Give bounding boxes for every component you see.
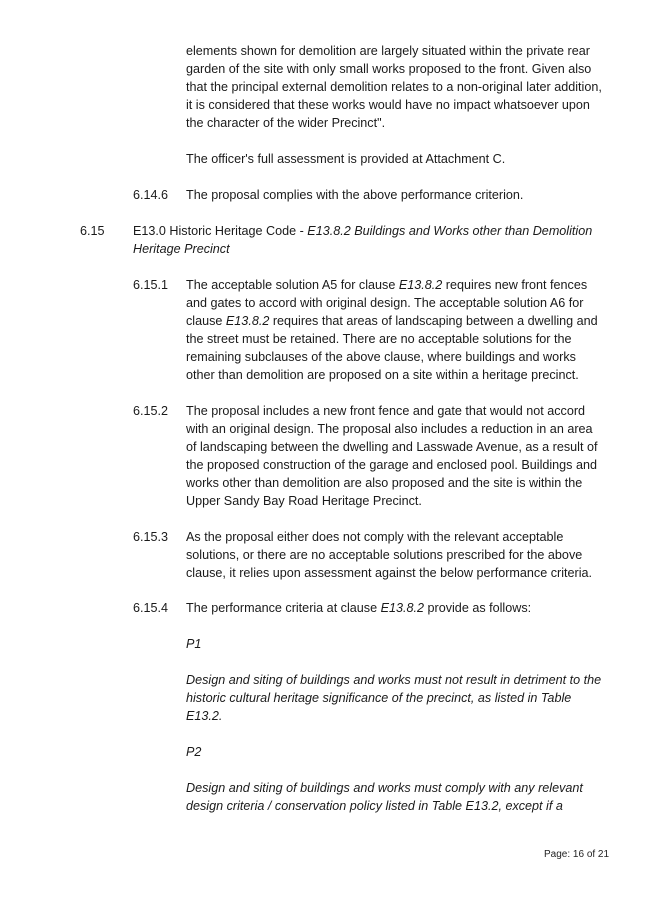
paragraph-number-6-15-1: 6.15.1	[133, 278, 169, 292]
criterion-p2-label	[186, 743, 606, 761]
page-number-footer: Page: 16 of 21	[544, 849, 610, 860]
paragraph-6-15-4-text	[186, 599, 606, 617]
criterion-p1-text	[186, 671, 606, 725]
paragraph-6-15-2-text: The proposal includes a new front fence and gate that would not accord with an original design. The proposal also includes a reduction in an area of landscaping between the dwelling and Lasswade Avenue, as a result of the proposed construction of the garage and enclosed pool. Buildings and works other than demolition are also proposed and the site is within the Upper Sandy Bay Road Heritage Precinct.	[186, 404, 598, 508]
criterion-body-text: Design and siting of buildings and works must comply with any relevant design criteria / conservation policy listed in Table E13.2, except if a	[186, 781, 583, 813]
para-text: provide as follows:	[424, 601, 532, 615]
paragraph-6-15-3-text: As the proposal either does not comply with the relevant acceptable solutions, or there are no acceptable solutions prescribed for the above clause, it relies upon assessment against the below performance criteria.	[186, 530, 593, 580]
para-text: requires new front fences and gates to accord with original design. The acceptable solution A6 for clause	[186, 278, 588, 328]
paragraph-6-14-6-text: The proposal complies with the above performance criterion.	[186, 188, 524, 202]
paragraph-number-6-15-2: 6.15.2	[133, 404, 169, 418]
assessment-note-paragraph: The officer's full assessment is provided at Attachment C.	[186, 152, 506, 166]
paragraph-number-6-15-3: 6.15.3	[133, 530, 169, 544]
criterion-p1-label	[186, 635, 606, 653]
para-text: The performance criteria at clause	[186, 601, 381, 615]
criterion-p2-text	[186, 779, 606, 815]
clause-reference: E13.8.2	[380, 601, 425, 615]
para-text: The acceptable solution A5 for clause	[186, 278, 399, 292]
intro-continuation-paragraph: elements shown for demolition are largely situated within the private rear garden of the site with only small works proposed to the front. Given also that the principal external demolition relates to a non-original later addition, it is considered that these works would have no impact whatsoever upon the character of the wider Precinct".	[186, 44, 602, 130]
clause-reference: E13.8.2	[398, 278, 443, 292]
paragraph-number-6-14-6: 6.14.6	[133, 188, 169, 202]
section-number-6-15: 6.15	[80, 224, 105, 238]
section-heading-plain: E13.0 Historic Heritage Code -	[133, 224, 308, 238]
criterion-body-text: Design and siting of buildings and works must not result in detriment to the historic cultural heritage significance of the precinct, as listed in Table E13.2.	[186, 673, 602, 723]
clause-reference: E13.8.2	[225, 314, 270, 328]
para-text: requires that areas of landscaping between a dwelling and the street must be retained. There are no acceptable solutions for the remaining subclauses of the above clause, where buildings and works other than demolition are proposed on a site within a heritage precinct.	[186, 314, 598, 382]
criterion-label-text: P1	[186, 637, 202, 651]
paragraph-number-6-15-4: 6.15.4	[133, 601, 169, 615]
criterion-label-text: P2	[186, 745, 202, 759]
paragraph-6-15-1-text	[186, 276, 606, 384]
section-6-15-heading	[133, 222, 603, 258]
section-heading-italic: E13.8.2 Buildings and Works other than Demolition Heritage Precinct	[133, 224, 593, 256]
